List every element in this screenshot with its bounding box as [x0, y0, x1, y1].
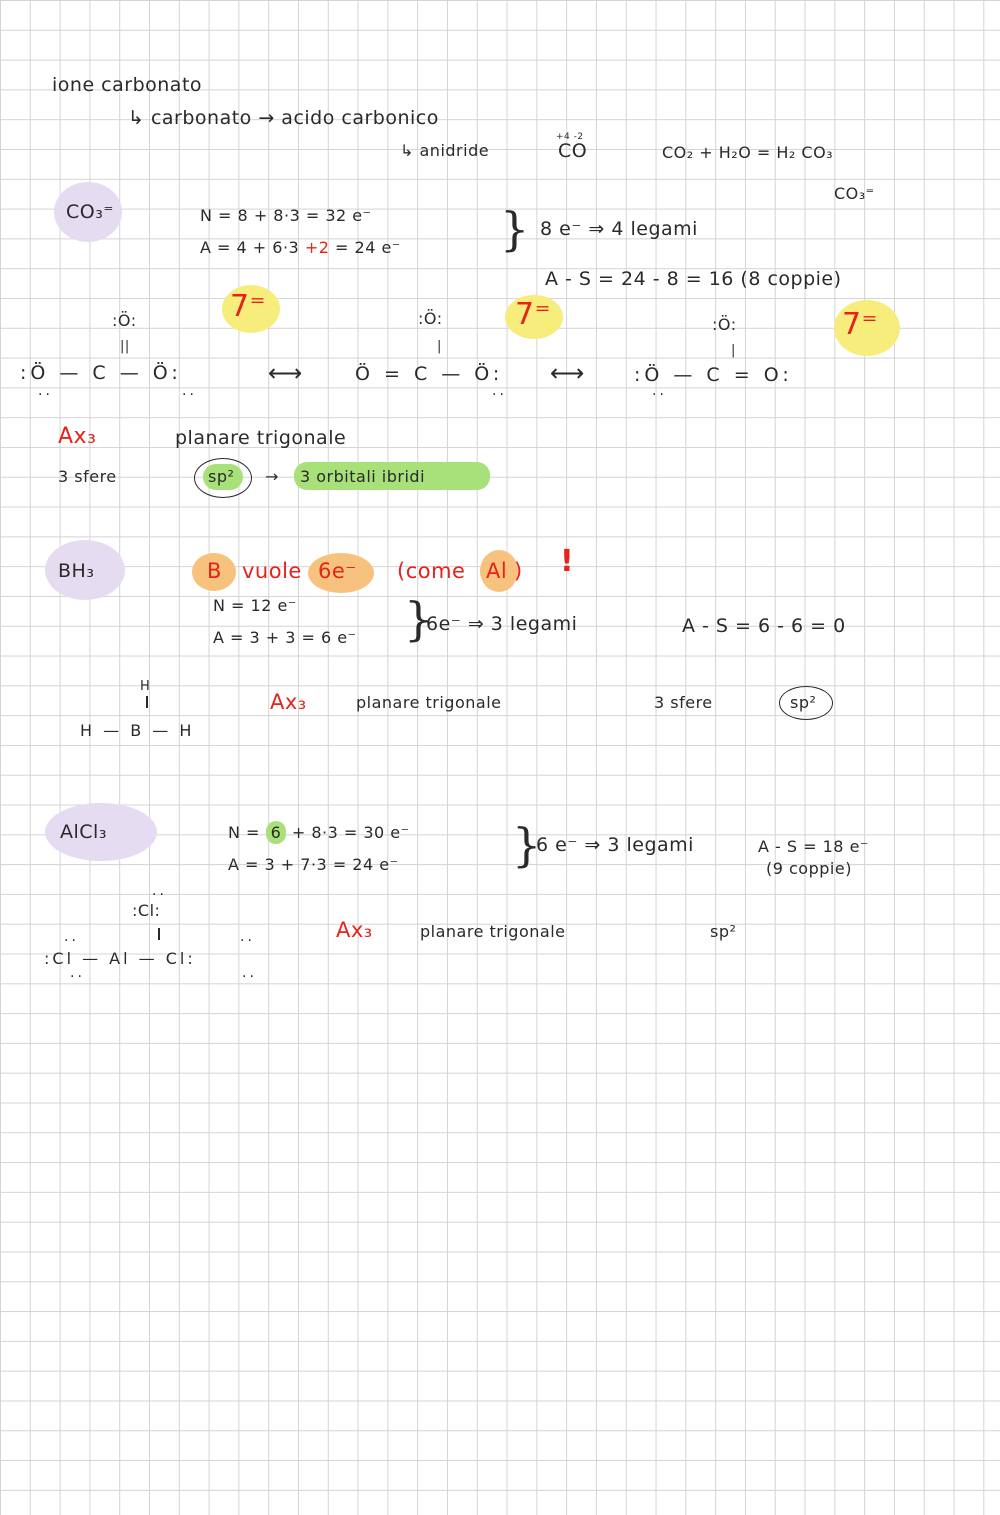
res3-top-oxygen: :Ö: [712, 315, 737, 334]
alcl3-left-lone-pair-top: ·· [64, 933, 79, 949]
bh3-spheres: 3 sfere [654, 693, 713, 712]
bh3-note-b: B [207, 559, 222, 583]
bh3-note-al: Al [486, 559, 508, 583]
bh3-note-like: (come [397, 559, 466, 583]
alcl3-as-pairs: (9 coppie) [766, 859, 852, 878]
res1-top-oxygen: :Ö: [112, 311, 137, 330]
co3-a-line [200, 237, 401, 259]
alcl3-geometry: planare trigonale [420, 922, 566, 941]
note-title: ione carbonato [52, 74, 203, 96]
resonance-arrow-1: ⟷ [268, 359, 303, 387]
bh3-geometry: planare trigonale [356, 693, 502, 712]
co3-a-line-charge: +2 [304, 238, 330, 257]
alcl3-n-line-end: + 8·3 = 30 e⁻ [291, 823, 410, 842]
charge-mark-2: 7⁼ [515, 297, 551, 332]
bh3-struct-row: H — B — H [80, 721, 195, 740]
alcl3-right-lone-pair-top: ·· [240, 933, 255, 949]
alcl3-top-lone-pair: ·· [152, 887, 167, 903]
co3-geometry: planare trigonale [175, 427, 347, 449]
res1-lone-pairs-right: ·· [182, 387, 197, 403]
co3-arrow: → [265, 467, 279, 486]
co3-a-line-start: A = 4 + 6·3 [200, 238, 300, 257]
co3-bonds-result: 8 e⁻ ⇒ 4 legami [540, 218, 698, 240]
res1-row: :Ö — C — Ö: [20, 362, 182, 384]
bh3-note-wants: vuole [242, 559, 302, 583]
res2-lone-pairs-right: ·· [492, 387, 507, 403]
carbonate-ion-formula: CO₃⁼ [834, 184, 875, 203]
bh3-struct-bond [146, 696, 148, 708]
warning-mark-icon: ! [560, 544, 574, 579]
carbonic-acid-reaction: CO₂ + H₂O = H₂ CO₃ [662, 143, 834, 162]
alcl3-brace: } [512, 818, 542, 872]
resonance-arrow-2: ⟷ [550, 359, 585, 387]
alcl3-bonds-result: 6 e⁻ ⇒ 3 legami [536, 834, 694, 856]
co3-spheres: 3 sfere [58, 467, 117, 486]
alcl3-right-lone-pair-bottom: ·· [242, 969, 257, 985]
bh3-note-6e: 6e⁻ [318, 559, 357, 583]
alcl3-a-line: A = 3 + 7·3 = 24 e⁻ [228, 855, 399, 874]
bh3-note-close: ) [514, 559, 523, 583]
alcl3-as-line: A - S = 18 e⁻ [758, 837, 869, 856]
res2-top-oxygen: :Ö: [418, 309, 443, 328]
anhydride-line: ↳ anidride [400, 141, 490, 160]
bh3-label: BH₃ [58, 560, 95, 582]
co-formula: CO [558, 140, 588, 162]
bh3-n-line: N = 12 e⁻ [213, 596, 297, 615]
res2-row: Ö = C — Ö: [355, 363, 504, 385]
alcl3-sp2: sp² [710, 922, 737, 941]
res2-single-bond: | [437, 339, 442, 354]
co3-brace: } [500, 202, 530, 256]
alcl3-ax3: Ax₃ [336, 918, 373, 942]
co3-as-line: A - S = 24 - 8 = 16 (8 coppie) [545, 268, 842, 290]
co3-n-line: N = 8 + 8·3 = 32 e⁻ [200, 206, 372, 225]
bh3-brace: } [404, 592, 434, 646]
res1-double-bond: || [120, 339, 130, 354]
res1-lone-pairs-left: ·· [38, 387, 53, 403]
bh3-bonds-result: 6e⁻ ⇒ 3 legami [426, 613, 578, 635]
co3-orbitals: 3 orbitali ibridi [300, 467, 426, 486]
alcl3-struct-row: :Cl — Al — Cl: [44, 949, 196, 968]
carbonate-to-carbonic-acid-line: ↳ carbonato → acido carbonico [128, 107, 439, 129]
bh3-struct-top: H [140, 679, 151, 694]
alcl3-label: AlCl₃ [60, 821, 107, 843]
bh3-as-line: A - S = 6 - 6 = 0 [682, 615, 846, 637]
alcl3-struct-bond [158, 928, 160, 940]
co-oxidation-states: +4 -2 [556, 132, 584, 142]
co3-sp2: sp² [208, 467, 235, 486]
alcl3-n-line [228, 822, 410, 844]
alcl3-left-lone-pair-bottom: ·· [70, 969, 85, 985]
alcl3-n-line-highlight: 6 [266, 821, 287, 844]
co3-ax3: Ax₃ [58, 424, 97, 449]
alcl3-struct-top: :Cl: [132, 901, 161, 920]
charge-mark-3: 7⁼ [842, 307, 878, 342]
bh3-a-line: A = 3 + 3 = 6 e⁻ [213, 628, 357, 647]
bh3-ax3: Ax₃ [270, 690, 307, 714]
co3-label: CO₃⁼ [66, 201, 114, 223]
res3-lone-pairs-left: ·· [652, 387, 667, 403]
bh3-sp2: sp² [790, 693, 817, 712]
res3-single-bond: | [731, 343, 736, 358]
co3-a-line-end: = 24 e⁻ [335, 238, 401, 257]
res3-row: :Ö — C = O: [634, 364, 793, 386]
alcl3-n-line-start: N = [228, 823, 260, 842]
charge-mark-1: 7⁼ [230, 289, 266, 324]
